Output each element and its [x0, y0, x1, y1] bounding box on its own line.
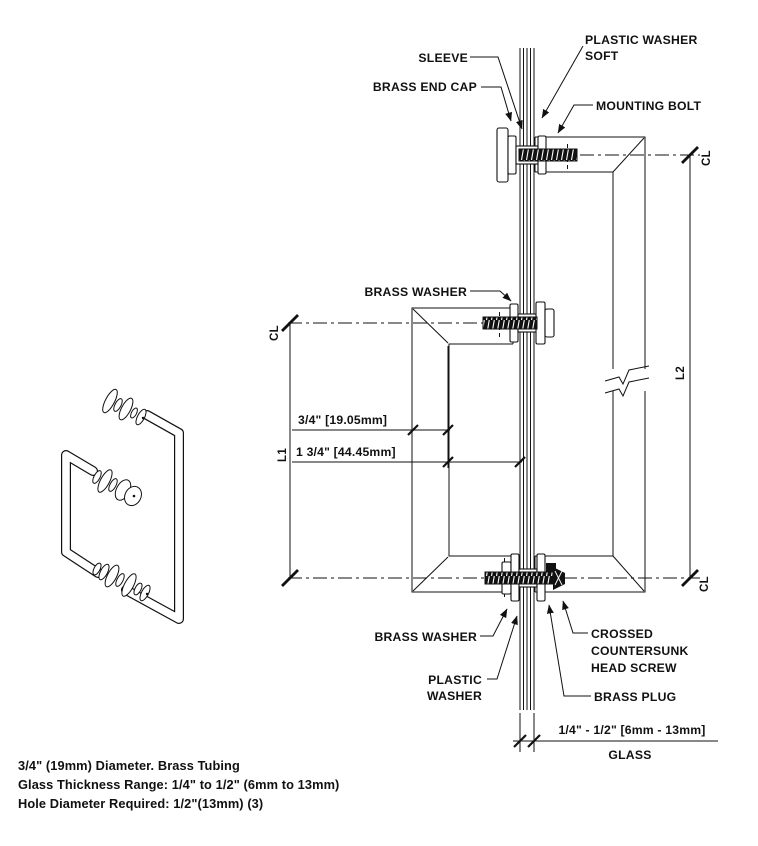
- centerlines: [288, 155, 700, 578]
- dimension-l1: [269, 315, 298, 586]
- brass-plug-label: BRASS PLUG: [594, 690, 677, 704]
- dimension-center-offset: [292, 346, 525, 468]
- plastic-washer-soft-leader: [542, 46, 583, 118]
- callout-leaders: [470, 46, 593, 696]
- plastic-washer-label-2: WASHER: [427, 689, 482, 703]
- l1-label: L1: [277, 447, 289, 462]
- brass-washer-bottom-leader: [480, 609, 507, 636]
- brass-washer-bottom-label: BRASS WASHER: [374, 630, 477, 644]
- tube-break-symbol: [605, 366, 650, 396]
- brass-end-cap-shape: [497, 128, 508, 182]
- callout-labels: [364, 33, 701, 704]
- tube-diameter-text: 3/4" [19.05mm]: [298, 413, 388, 427]
- cl-label-top-right: CL: [701, 150, 713, 166]
- sleeve-leader: [470, 57, 522, 129]
- bottom-bolt-assembly: [485, 554, 565, 601]
- mounting-bolt-leader: [558, 105, 593, 133]
- iso-back-handle-tube: [126, 415, 179, 619]
- glass-thickness-text: 1/4" - 1/2" [6mm - 13mm]: [558, 723, 706, 737]
- back-handle-section: [535, 137, 650, 592]
- mounting-bolt-shape: [519, 149, 577, 161]
- brass-end-cap-label: BRASS END CAP: [372, 80, 477, 94]
- center-offset-text: 1 3/4" [44.45mm]: [296, 445, 396, 459]
- mounting-bolt-label: MOUNTING BOLT: [596, 99, 702, 113]
- brass-plug-leader: [549, 605, 591, 696]
- countersunk-label-1: CROSSED: [591, 627, 654, 641]
- plastic-washer-soft-shape: [508, 136, 516, 174]
- note-line-2: Glass Thickness Range: 1/4" to 1/2" (6mm to 13mm): [18, 777, 340, 792]
- plastic-washer-soft-label-2: SOFT: [585, 49, 619, 63]
- note-line-3: Hole Diameter Required: 1/2"(13mm) (3): [18, 796, 264, 811]
- dimension-tube-diameter: [292, 413, 453, 435]
- middle-bolt-shape: [483, 317, 537, 329]
- plastic-washer-label-1: PLASTIC: [428, 673, 482, 687]
- miter-bottom-right: [613, 556, 644, 591]
- brass-washer-middle-leader: [470, 291, 511, 301]
- isometric-handle-view: [66, 387, 179, 619]
- dimension-glass-thickness: [513, 713, 718, 762]
- l2-label: L2: [675, 365, 687, 380]
- countersunk-leader: [563, 601, 588, 633]
- countersunk-label-3: HEAD SCREW: [591, 661, 677, 675]
- countersunk-label-2: COUNTERSUNK: [591, 644, 689, 658]
- front-handle-section: [412, 308, 513, 592]
- top-bolt-assembly: [497, 128, 577, 182]
- iso-bottom-mount-hardware: [91, 562, 152, 602]
- miter-bottom-left: [413, 557, 448, 591]
- bottom-bolt-shape: [485, 572, 553, 584]
- plastic-washer-soft-label-1: PLASTIC WASHER: [585, 33, 698, 47]
- cl-label-middle-left: CL: [269, 325, 281, 341]
- glass-label: GLASS: [608, 748, 652, 762]
- iso-top-mount-hardware: [100, 387, 148, 426]
- cl-label-bottom-right: CL: [699, 576, 711, 592]
- miter-top-left: [413, 309, 448, 343]
- iso-middle-mount-hardware: [91, 468, 145, 509]
- brass-washer-middle-label: BRASS WASHER: [364, 285, 467, 299]
- sleeve-label: SLEEVE: [418, 51, 468, 65]
- note-line-1: 3/4" (19mm) Diameter. Brass Tubing: [18, 758, 240, 773]
- dimension-l2: [675, 147, 713, 592]
- plastic-washer-leader: [487, 616, 517, 679]
- brass-end-cap-leader: [481, 87, 511, 121]
- footer-notes: [18, 758, 339, 811]
